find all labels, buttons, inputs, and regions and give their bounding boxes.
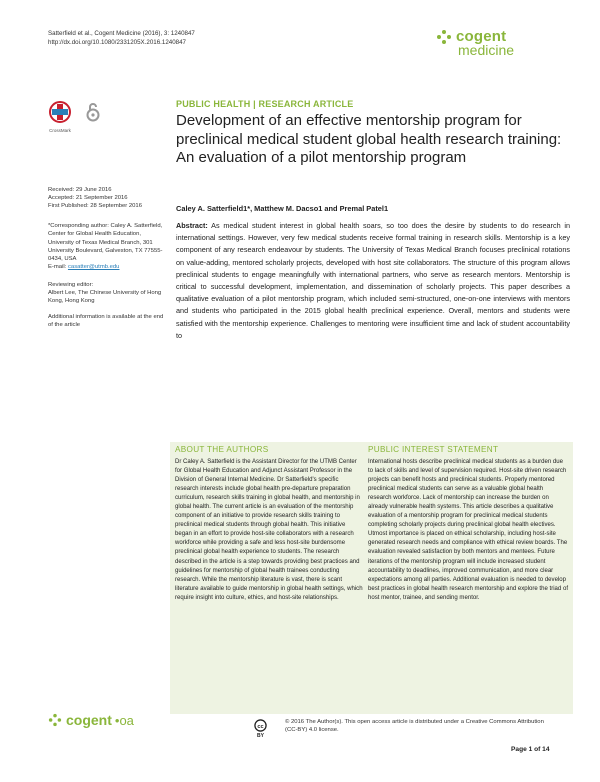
article-title: Development of an effective mentorship program for preclinical medical student global health research training: An evaluation of a pilot mentorship program bbox=[176, 112, 562, 166]
public-interest-heading: PUBLIC INTEREST STATEMENT bbox=[368, 445, 499, 454]
by-label: BY bbox=[257, 733, 264, 739]
email-label: E-mail: bbox=[48, 264, 67, 270]
about-authors-text: Dr Caley A. Satterfield is the Assistant Director for the UTMB Center for Global Health Education and Adjunct Assistant Professor in the Division of General Internal Medicine. Dr Satterfield's specific research interests include global health pre-departure preparation curriculum, research skills training in global health, and mentorship in global health. The current article is an evaluation of the mentorship component of an initiative to provide research skills training to preclinical medical students through global health. This initiative began in an effort to provide host-site collaborators with a research workforce while providing a safe and less host-site burdensome preclinical global health experience to students. The research described in the article is a step towards providing best practices and guidelines for mentorship of global health trainees conducting research. While the mentorship literature is vast, there is scant literature available to guide mentorship in global health settings, which require insight into culture, ethics, and host-site relationships. bbox=[175, 459, 363, 601]
author-list: Caley A. Satterfield1*, Matthew M. Dacso1 and Premal Patel1 bbox=[176, 204, 389, 213]
footer-brand: cogent bbox=[66, 712, 112, 728]
crossmark-icon bbox=[48, 101, 72, 123]
about-authors-heading: ABOUT THE AUTHORS bbox=[175, 445, 269, 454]
reviewing-editor-label: Reviewing editor: bbox=[48, 282, 94, 288]
abstract-label: Abstract: bbox=[176, 221, 208, 230]
public-interest-text: International hosts describe preclinical medical students as a burden due to lack of skills and level of supervision required. Host-site driven research projects can benefit hosts and preclinical students. Properly mentored preclinical medical students can serve as a valuable global health research workforce. Lack of mentorship can increase the burden on already vulnerable health systems. This article describes a qualitative evaluation of a mentorship program for preclinical medical students completing scholarly projects during preclinical global health electives. Utmost importance is placed on ethical scholarship, including host-site generated research needs and compliance with ethical review boards. The evaluation revealed satisfaction by both mentors and mentees. Future iterations of the mentorship program will include increased student accountability to deadlines, improved communication, and more clear expectations among all parties. Additional evaluation is needed to develop best practices in global health research mentorship and explore the triad of host mentor, trainee, and sending mentor. bbox=[368, 459, 568, 601]
about-authors-panel bbox=[175, 445, 363, 603]
logo-subtitle: medicine bbox=[458, 42, 515, 58]
abstract-text: As medical student interest in global health soars, so too does the desire by students to do research in international settings. However, very few medical students receive formal training in research skills. Mentorship is a key component of any research endeavour by students. The University of Texas Medical Branch focuses preclinical rotations on value-adding, mentored scholarly projects, developed with host site collaborators. The structure of this program allows preclinical students to engage meaningfully with international partners, who serve as research mentors. Mentorship is critical to successful development, implementation, and dissemination of scholarly projects. This paper describes a qualitative evaluation of a pilot mentorship program, which included semi-structured, one-on-one interviews with mentors and students who participated in the 2015 global health preclinical experience. Overall, mentors and students were satisfied with the mentorship experience. Challenges to mentoring were insufficient time and lack of student accountability to bbox=[176, 221, 570, 340]
received-date: Received: 29 June 2016 bbox=[48, 187, 112, 193]
email-line bbox=[48, 263, 166, 271]
open-access-icon bbox=[86, 102, 100, 122]
summary-panels bbox=[170, 442, 573, 714]
cogent-mark-icon bbox=[436, 29, 452, 45]
logo-brand: cogent bbox=[456, 28, 507, 45]
crossmark-badge[interactable] bbox=[48, 101, 72, 131]
cogent-oa-mark-icon bbox=[48, 713, 62, 727]
doi-link[interactable]: http://dx.doi.org/10.1080/2331205X.2016.1240847 bbox=[48, 39, 186, 46]
published-date: First Published: 28 September 2016 bbox=[48, 203, 142, 209]
reviewing-editor: Albert Lee, The Chinese University of Hong Kong, Hong Kong bbox=[48, 290, 162, 305]
footer-brand-suffix: •oa bbox=[114, 712, 134, 728]
cc-text: cc bbox=[257, 723, 264, 730]
page-number: Page 1 of 14 bbox=[511, 746, 550, 753]
creative-commons-icon bbox=[254, 719, 267, 732]
corresponding-author: *Corresponding author: Caley A. Satterfield, Center for Global Health Education, University of Texas Medical Branch, 301 University Boulevard, Galveston, TX 77555-0434, USA bbox=[48, 223, 163, 263]
email-link[interactable]: casatter@utmb.edu bbox=[67, 264, 120, 270]
public-interest-panel bbox=[368, 445, 568, 603]
abstract bbox=[176, 220, 570, 342]
additional-info: Additional information is available at the end of the article bbox=[48, 314, 164, 329]
running-citation: Satterfield et al., Cogent Medicine (2016), 3: 1240847 bbox=[48, 30, 195, 37]
crossmark-label: CrossMark bbox=[49, 128, 71, 133]
section-label: PUBLIC HEALTH | RESEARCH ARTICLE bbox=[176, 99, 354, 109]
cogent-oa-logo[interactable] bbox=[48, 712, 134, 728]
accepted-date: Accepted: 21 September 2016 bbox=[48, 195, 128, 201]
journal-logo[interactable] bbox=[436, 28, 596, 62]
license-text: © 2016 The Author(s). This open access article is distributed under a Creative Commons Attribution (CC-BY) 4.0 license. bbox=[285, 719, 544, 734]
cc-by-badge[interactable] bbox=[254, 719, 267, 732]
